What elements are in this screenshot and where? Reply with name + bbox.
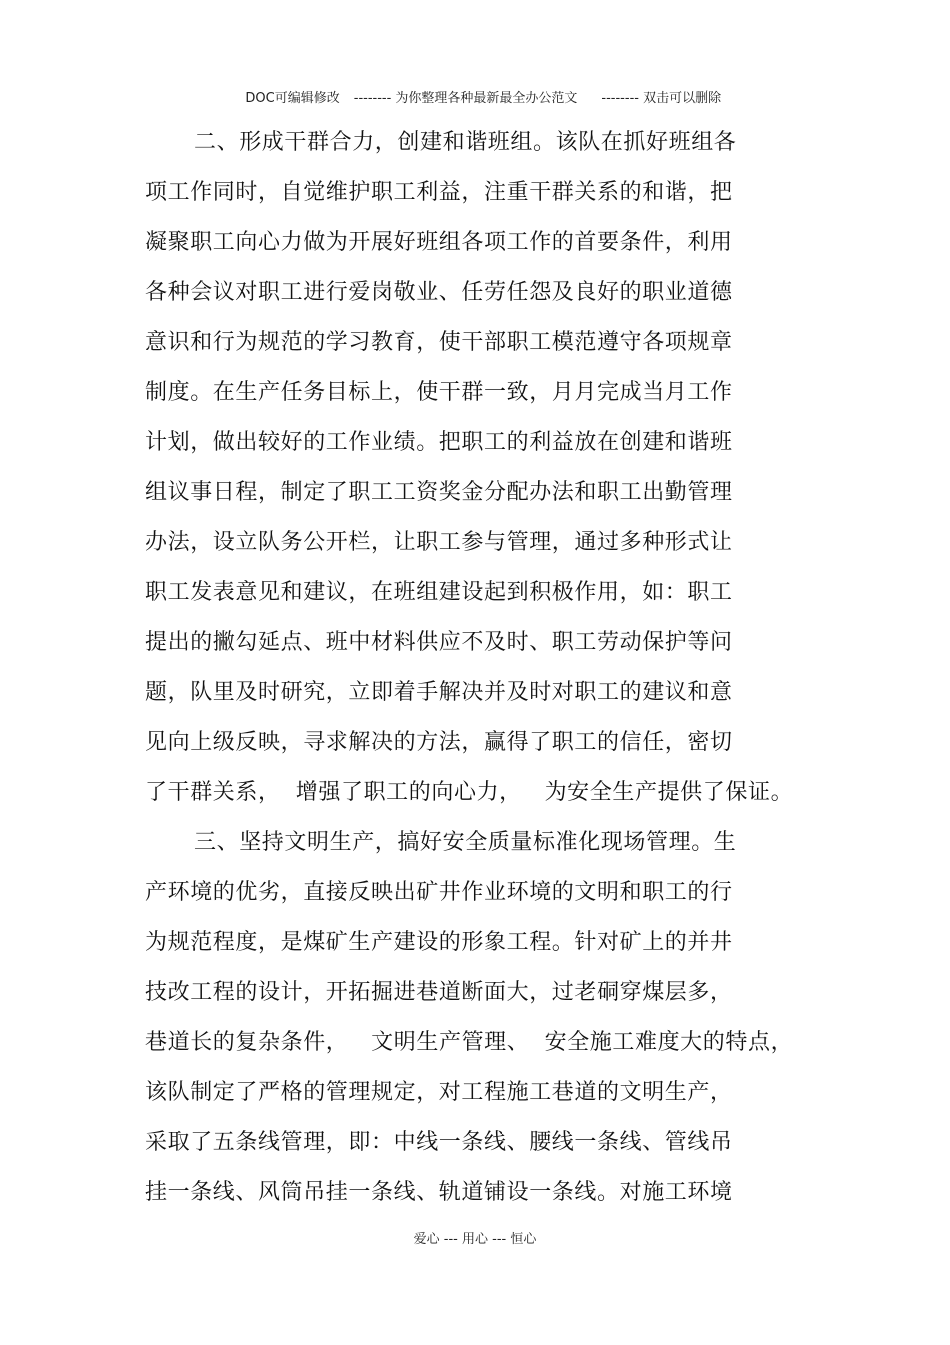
paragraph-line: 巷道长的复杂条件， 文明生产管理、 安全施工难度大的特点，	[145, 1030, 794, 1055]
paragraph-line: 题，队里及时研究，立即着手解决并及时对职工的建议和意	[145, 680, 733, 705]
paragraph-line: 该队制定了严格的管理规定，对工程施工巷道的文明生产，	[145, 1080, 733, 1105]
page-header	[0, 72, 950, 121]
paragraph-line: 项工作同时，自觉维护职工利益，注重干群关系的和谐，把	[145, 180, 733, 205]
paragraph-line: 了干群关系， 增强了职工的向心力， 为安全生产提供了保证。	[145, 780, 794, 805]
paragraph-line: 为规范程度，是煤矿生产建设的形象工程。针对矿上的并井	[145, 930, 733, 955]
paragraph-line: 意识和行为规范的学习教育，使干部职工模范遵守各项规章	[145, 330, 733, 355]
header-middle-text: -------- 为你整理各种最新最全办公范文	[353, 91, 578, 106]
paragraph-line: 各种会议对职工进行爱岗敬业、任劳任怨及良好的职业道德	[145, 280, 733, 305]
header-left-text: DOC可编辑修改	[245, 91, 340, 106]
paragraph-line: 计划，做出较好的工作业绩。把职工的利益放在创建和谐班	[145, 430, 733, 455]
paragraph-line: 技改工程的设计，开拓掘进巷道断面大，过老硐穿煤层多，	[145, 980, 733, 1005]
paragraph-line: 职工发表意见和建议，在班组建设起到积极作用，如：职工	[145, 580, 733, 605]
paragraph-line: 二、形成干群合力，创建和谐班组。该队在抓好班组各	[194, 130, 737, 155]
paragraph-line: 组议事日程，制定了职工工资奖金分配办法和职工出勤管理	[145, 480, 733, 505]
paragraph-line: 采取了五条线管理，即：中线一条线、腰线一条线、管线吊	[145, 1130, 733, 1155]
paragraph-line: 挂一条线、风筒吊挂一条线、轨道铺设一条线。对施工环境	[145, 1180, 733, 1205]
paragraph-line: 制度。在生产任务目标上，使干群一致，月月完成当月工作	[145, 380, 733, 405]
page-footer: 爱心 --- 用心 --- 恒心	[413, 1232, 537, 1247]
document-body	[145, 123, 805, 1223]
paragraph-line: 提出的撇勾延点、班中材料供应不及时、职工劳动保护等问	[145, 630, 733, 655]
paragraph-line: 凝聚职工向心力做为开展好班组各项工作的首要条件，利用	[145, 230, 733, 255]
paragraph-line: 见向上级反映，寻求解决的方法，赢得了职工的信任，密切	[145, 730, 733, 755]
header-right-text: -------- 双击可以删除	[601, 91, 722, 106]
paragraph-line: 三、坚持文明生产，搞好安全质量标准化现场管理。生	[194, 830, 737, 855]
paragraph-line: 办法，设立队务公开栏，让职工参与管理，通过多种形式让	[145, 530, 733, 555]
paragraph-line: 产环境的优劣，直接反映出矿井作业环境的文明和职工的行	[145, 880, 733, 905]
